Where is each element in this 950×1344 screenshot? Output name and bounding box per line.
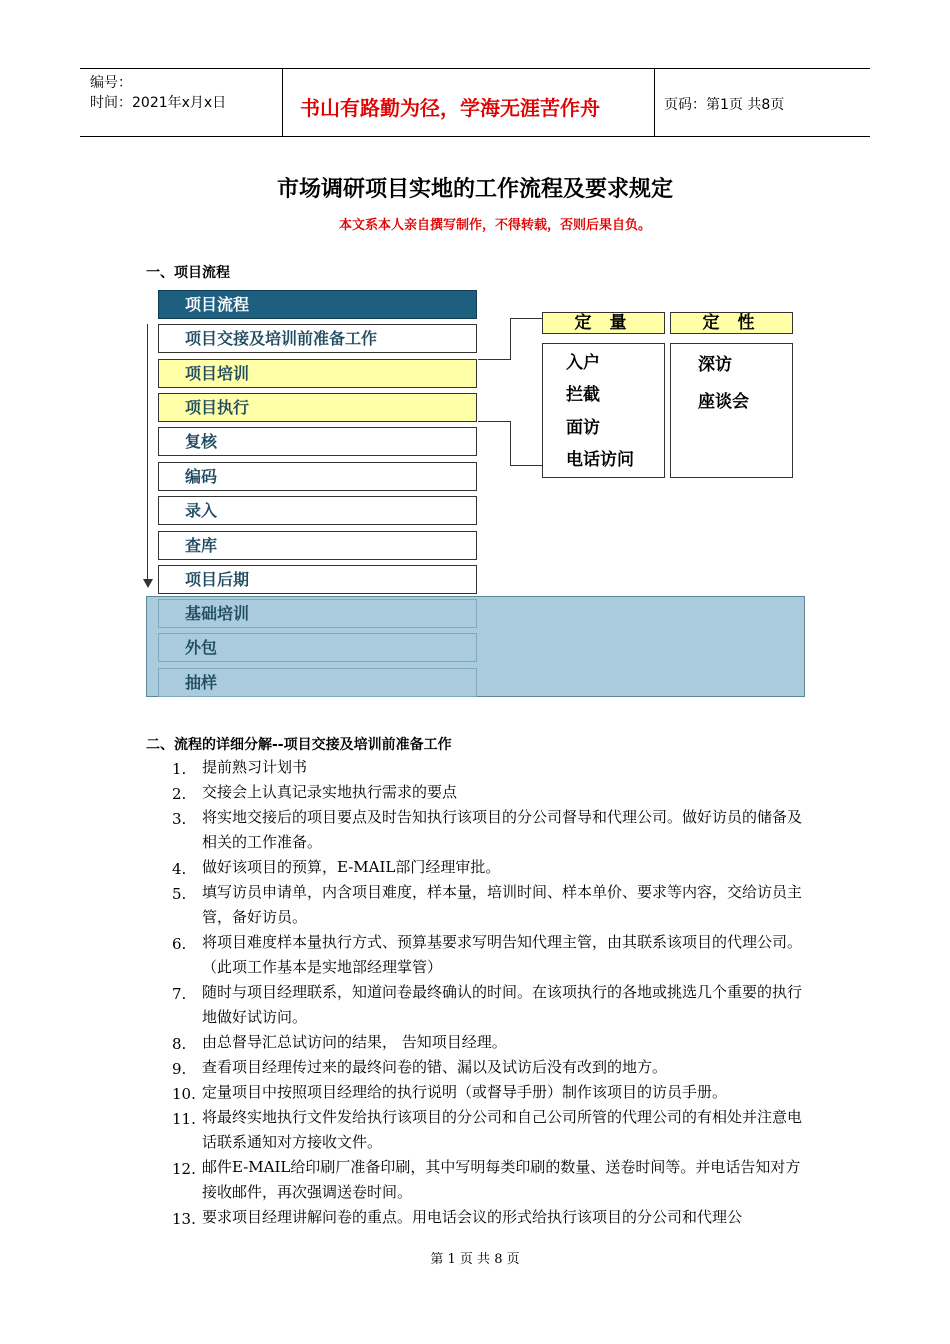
flow-extra-basic-training: 基础培训 (158, 599, 477, 628)
list-item: 交接会上认真记录实地执行需求的要点 (202, 783, 458, 801)
list-item: 要求项目经理讲解问卷的重点。用电话会议的形式给执行该项目的分公司和代理公 (202, 1208, 743, 1226)
serial-label: 编号： (90, 75, 132, 91)
connector-top-to-quant (510, 318, 542, 319)
list-item: 填写访员申请单，内含项目难度，样本量，培训时间、样本单价、要求等内容，交给访员主管，备好访员。 (202, 883, 803, 926)
flow-step-execution: 项目执行 (158, 393, 477, 422)
header-divider-2 (654, 69, 655, 136)
list-item: 邮件E-MAIL给印刷厂准备印刷，其中写明每类印刷的数量、送卷时间等。并电话告知对方接收邮件，再次强调送卷时间。 (202, 1158, 801, 1201)
qual-item-focus-group: 座谈会 (698, 392, 749, 412)
flow-step-training: 项目培训 (158, 359, 477, 388)
quant-item-face: 面访 (566, 418, 600, 438)
connector-bottom-to-quant (510, 465, 542, 466)
list-item: 查看项目经理传过来的最终问卷的错、漏以及试访后没有改到的地方。 (202, 1058, 668, 1076)
list-item-number: 7. (172, 985, 187, 1003)
quantitative-title: 定 量 (542, 312, 665, 334)
flow-step-post: 项目后期 (158, 565, 477, 594)
list-item: 将实地交接后的项目要点及时告知执行该项目的分公司督导和代理公司。做好访员的储备及相关的工作准备。 (202, 808, 803, 851)
quant-item-phone: 电话访问 (566, 450, 634, 470)
flow-arrow-head-icon (142, 578, 154, 590)
header-divider-1 (282, 69, 283, 136)
list-item-number: 2. (172, 785, 187, 803)
flow-step-review: 复核 (158, 427, 477, 456)
section-1-heading: 一、项目流程 (146, 265, 230, 281)
flow-step-entry: 录入 (158, 496, 477, 525)
list-item-number: 3. (172, 810, 187, 828)
list-item: 提前熟习计划书 (202, 758, 308, 776)
connector-top (478, 359, 510, 360)
list-item-number: 1. (172, 760, 187, 778)
list-item: 定量项目中按照项目经理给的执行说明（或督导手册）制作该项目的访员手册。 (202, 1083, 728, 1101)
list-item: 将最终实地执行文件发给执行该项目的分公司和自己公司所管的代理公司的有相处并注意电话联系通知对方接收文件。 (202, 1108, 803, 1151)
list-item-number: 8. (172, 1035, 187, 1053)
page-footer: 第 1 页 共 8 页 (430, 1252, 520, 1267)
flow-step-handover: 项目交接及培训前准备工作 (158, 324, 477, 353)
list-item: 由总督导汇总试访问的结果， 告知项目经理。 (202, 1033, 507, 1051)
list-item-number: 11. (172, 1110, 196, 1128)
page-label: 页码：第1页 共8页 (664, 97, 785, 113)
quant-item-intercept: 拦截 (566, 385, 600, 405)
list-item-number: 13. (172, 1210, 196, 1228)
document-subtitle: 本文系本人亲自撰写制作，不得转载，否则后果自负。 (338, 218, 651, 233)
list-item-number: 10. (172, 1085, 196, 1103)
list-item: 做好该项目的预算，E-MAIL部门经理审批。 (202, 858, 501, 876)
list-item-number: 12. (172, 1160, 196, 1178)
flow-arrow-line (147, 324, 148, 582)
connector-bottom (478, 421, 510, 422)
header-top-rule (80, 68, 870, 69)
motto: 书山有路勤为径，学海无涯苦作舟 (300, 96, 600, 120)
date-label: 时间：2021年x月x日 (90, 95, 227, 111)
list-item-number: 5. (172, 885, 187, 903)
connector-bottom-vertical (510, 421, 511, 465)
flow-step-coding: 编码 (158, 462, 477, 491)
list-item: 随时与项目经理联系，知道问卷最终确认的时间。在该项执行的各地或挑选几个重要的执行地做好试访问。 (202, 983, 803, 1026)
document-title: 市场调研项目实地的工作流程及要求规定 (276, 177, 673, 202)
flow-step-database: 查库 (158, 531, 477, 560)
header-bottom-rule (80, 136, 870, 137)
list-item-number: 4. (172, 860, 187, 878)
list-item: 将项目难度样本量执行方式、预算基要求写明告知代理主管，由其联系该项目的代理公司。（此项工作基本是实地部经理掌管） (202, 933, 803, 976)
list-item-number: 6. (172, 935, 187, 953)
list-item-number: 9. (172, 1060, 187, 1078)
connector-top-vertical (510, 318, 511, 360)
flow-header: 项目流程 (158, 290, 477, 319)
quant-item-home: 入户 (566, 353, 600, 373)
qualitative-title: 定 性 (670, 312, 793, 334)
qual-item-indepth: 深访 (698, 355, 732, 375)
flow-extra-outsourcing: 外包 (158, 633, 477, 662)
flow-extra-sampling: 抽样 (158, 668, 477, 697)
section-2-heading: 二、流程的详细分解--项目交接及培训前准备工作 (146, 737, 452, 753)
